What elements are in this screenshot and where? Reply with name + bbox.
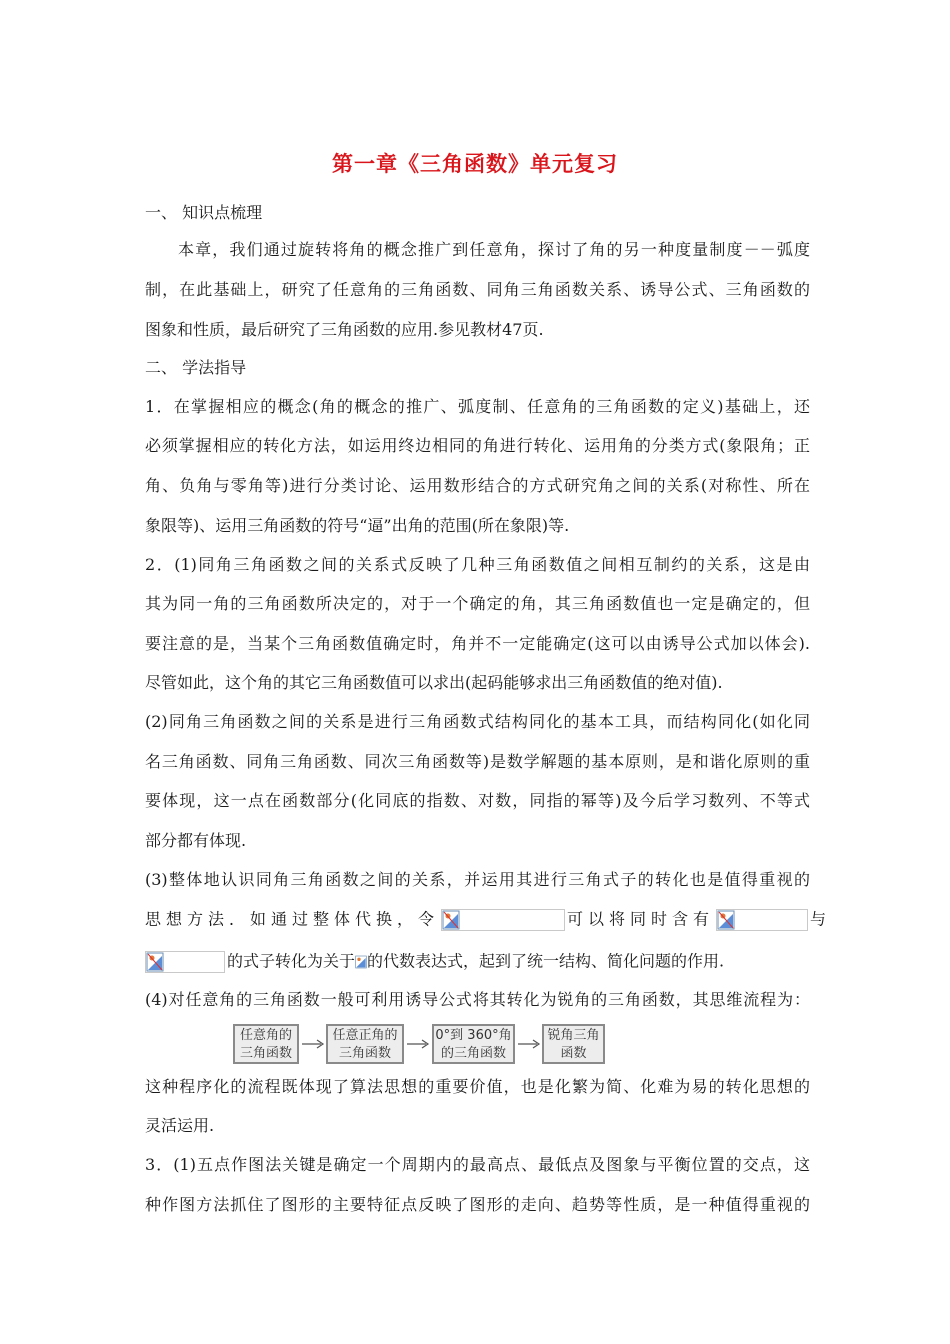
flow-step-label: 任意角的 [239, 1028, 292, 1043]
flow-step-label: 函数 [560, 1046, 587, 1061]
paragraph-line-with-formulas [145, 951, 810, 973]
paragraph-line: 2．(1)同角三角函数之间的关系式反映了几种三角函数值之间相互制约的关系，这是由 [145, 555, 810, 574]
flow-step-label: 任意正角的 [332, 1028, 398, 1043]
broken-image-icon [717, 910, 735, 930]
flow-step [432, 1024, 515, 1064]
paragraph-line: 要体现，这一点在函数部分(化同底的指数、对数，同指的幂等)及今后学习数列、不等式 [145, 791, 810, 810]
flowchart [233, 1022, 605, 1068]
inline-text: 与 [810, 909, 827, 929]
paragraph-line: 其为同一角的三角函数所决定的，对于一个确定的角，其三角函数值也一定是确定的，但 [145, 594, 810, 613]
paragraph-line: 图象和性质，最后研究了三角函数的应用.参见教材47页. [145, 320, 544, 339]
paragraph-line: 象限等)、运用三角函数的符号“逼”出角的范围(所在象限)等. [145, 516, 570, 535]
formula-image [145, 951, 225, 973]
broken-image-icon [442, 910, 460, 930]
paragraph-line: 部分都有体现. [145, 831, 247, 850]
paragraph-line: 必须掌握相应的转化方法，如运用终边相同的角进行转化、运用角的分类方式(象限角；正 [145, 436, 810, 455]
section-heading-2: 二、 学法指导 [145, 358, 247, 377]
arrow-right-icon [517, 1035, 541, 1053]
inline-text: 可以将同时含有 [567, 909, 715, 929]
formula-image [441, 909, 565, 931]
flow-step-label: 0°到 360°角 [435, 1028, 512, 1043]
paragraph-line-with-formulas [145, 909, 827, 931]
paragraph-line: 角、负角与零角等)进行分类讨论、运用数形结合的方式研究角之间的关系(对称性、所在 [145, 476, 810, 495]
formula-image [355, 952, 367, 972]
arrow-right-icon [301, 1035, 325, 1053]
paragraph-line: 尽管如此，这个角的其它三角函数值可以求出(起码能够求出三角函数值的绝对值). [145, 673, 723, 692]
formula-image [716, 909, 808, 931]
broken-image-icon [146, 952, 164, 972]
paragraph-line: 3．(1)五点作图法关键是确定一个周期内的最高点、最低点及图象与平衡位置的交点，这 [145, 1155, 810, 1174]
flow-step [233, 1024, 299, 1064]
inline-text: 思想方法．如通过整体代换，令 [145, 909, 440, 929]
paragraph-line: 这种程序化的流程既体现了算法思想的重要价值，也是化繁为简、化难为易的转化思想的 [145, 1077, 810, 1096]
paragraph-line: 要注意的是，当某个三角函数值确定时，角并不一定能确定(这可以由诱导公式加以体会). [145, 634, 810, 653]
section-heading-1: 一、 知识点梳理 [145, 203, 263, 222]
paragraph-line: 名三角函数、同角三角函数、同次三角函数等)是数学解题的基本原则，是和谐化原则的重 [145, 752, 810, 771]
arrow-right-icon [406, 1035, 430, 1053]
paragraph-line: (2)同角三角函数之间的关系是进行三角函数式结构同化的基本工具，而结构同化(如化同 [145, 712, 810, 731]
paragraph-line: 灵活运用. [145, 1116, 215, 1135]
broken-image-icon [355, 952, 367, 972]
paragraph-line: 本章，我们通过旋转将角的概念推广到任意角，探讨了角的另一种度量制度－－弧度 [178, 240, 810, 259]
paragraph-line: 1．在掌握相应的概念(角的概念的推广、弧度制、任意角的三角函数的定义)基础上，还 [145, 397, 810, 416]
flow-step-label: 三角函数 [239, 1046, 292, 1061]
flow-step-label: 三角函数 [338, 1046, 391, 1061]
page-title: 第一章《三角函数》单元复习 [332, 152, 618, 176]
inline-text: 的代数表达式，起到了统一结构、简化问题的作用. [367, 951, 725, 971]
paragraph-line: (4)对任意角的三角函数一般可利用诱导公式将其转化为锐角的三角函数，其思维流程为： [145, 990, 810, 1009]
paragraph-line: 制，在此基础上，研究了任意角的三角函数、同角三角函数关系、诱导公式、三角函数的 [145, 280, 810, 299]
flow-step-label: 锐角三角 [547, 1028, 600, 1043]
flow-step [542, 1024, 605, 1064]
paragraph-line: 种作图方法抓住了图形的主要特征点反映了图形的走向、趋势等性质，是一种值得重视的 [145, 1195, 810, 1214]
flow-step-label: 的三角函数 [440, 1046, 506, 1061]
paragraph-line: (3)整体地认识同角三角函数之间的关系，并运用其进行三角式子的转化也是值得重视的 [145, 870, 810, 889]
flow-step [326, 1024, 404, 1064]
inline-text: 的式子转化为关于 [227, 951, 356, 971]
